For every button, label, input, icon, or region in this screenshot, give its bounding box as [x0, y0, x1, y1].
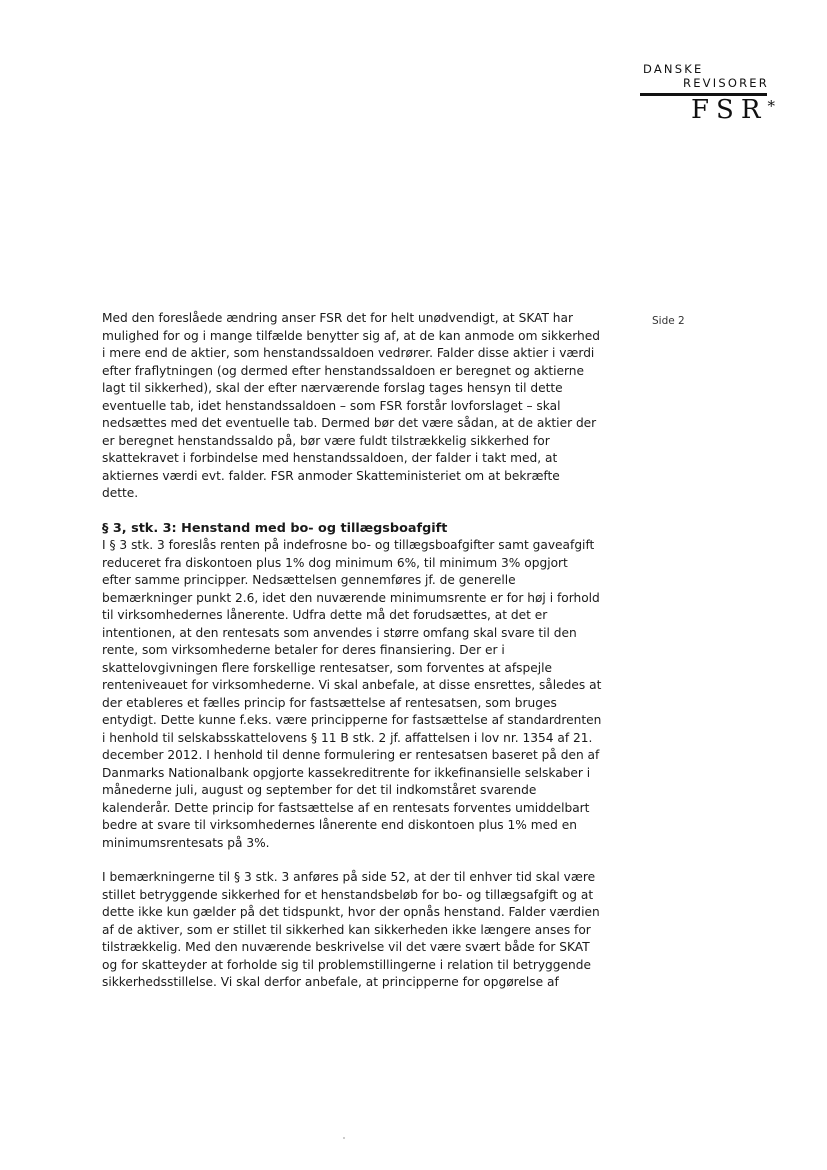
logo-mark-star: * — [767, 97, 775, 115]
paragraph-2: I § 3 stk. 3 foreslås renten på indefrosne bo- og tillægsboafgifter samt gaveafgift reduceret fra diskontoen plus 1% dog minimum 6%, til minimum 3% opgjort efter samme principper. Nedsættelsen gennemføres jf. de generelle bemærkninger punkt 2.6, idet den nuværende minimumsrente er for høj i forhold til virksomhedernes lånerente. Udfra dette må det forudsættes, at det er intentionen, at den rentesats som anvendes i større omfang skal svare til den rente, som virksomhederne betaler for deres finansiering. Der er i skattelovgivningen flere forskellige rentesatser, som forventes at afspejle renteniveauet for virksomhederne. Vi skal anbefale, at disse ensrettes, således at der etableres et fælles princip for fastsættelse af rentesatsen, som bruges entydigt. Dette kunne f.eks. være principperne for fastsættelse af standardrenten i henhold til selskabsskattelovens § 11 B stk. 2 jf. affattelsen i lov nr. 1354 af 21. december 2012. I henhold til denne formulering er rentesatsen baseret på den af Danmarks Nationalbank opgjorte kassekreditrente for ikkefinansielle selskaber i månederne juli, august og september for det til indkomståret svarende kalenderår. Dette princip for fastsættelse af en rentesats forventes umiddelbart bedre at svare til virksomhedernes lånerente end diskontoen plus 1% med en minimumsrentesats på 3%. — [102, 538, 602, 850]
logo-line-revisorer: REVISORER — [683, 76, 769, 90]
page-label: Side 2 — [652, 315, 685, 327]
logo — [640, 62, 775, 125]
logo-mark — [691, 96, 775, 124]
paragraph-1: Med den foreslåede ændring anser FSR det for helt unødvendigt, at SKAT har mulighed for og i mange tilfælde benytter sig af, at de kan anmode om sikkerhed i mere end de aktier, som henstandssaldoen vedrører. Falder disse aktier i værdi efter fraflytningen (og dermed efter henstandssaldoen er beregnet og aktierne lagt til sikkerhed), skal der efter nærværende forslag tages hensyn til dette eventuelle tab, idet henstandssaldoen – som FSR forstår lovforslaget – skal nedsættes med det eventuelle tab. Dermed bør det være sådan, at de aktier der er beregnet henstandssaldo på, bør være fuldt tilstrækkelig sikkerhed for skattekravet i forbindelse med henstandssaldoen, der falder i takt med, at aktiernes værdi evt. falder. FSR anmoder Skatteministeriet om at bekræfte dette. — [102, 311, 600, 500]
section-heading: § 3, stk. 3: Henstand med bo- og tillægsboafgift — [102, 520, 448, 536]
spacer — [102, 852, 607, 869]
logo-mark-text: FSR — [691, 95, 768, 125]
scan-speck — [343, 1137, 345, 1139]
document-body — [102, 310, 607, 992]
spacer — [102, 503, 607, 520]
logo-line-danske: DANSKE — [643, 62, 704, 76]
paragraph-3: I bemærkningerne til § 3 stk. 3 anføres på side 52, at der til enhver tid skal være stillet betryggende sikkerhed for et henstandsbeløb for bo- og tillægsafgift og at dette ikke kun gælder på det tidspunkt, hvor der opnås henstand. Falder værdien af de aktiver, som er stillet til sikkerhed kan sikkerheden ikke længere anses for tilstrækkelig. Med den nuværende beskrivelse vil det være svært både for SKAT og for skatteyder at forholde sig til problemstillingerne i relation til betryggende sikkerhedsstillelse. Vi skal derfor anbefale, at principperne for opgørelse af — [102, 870, 600, 989]
